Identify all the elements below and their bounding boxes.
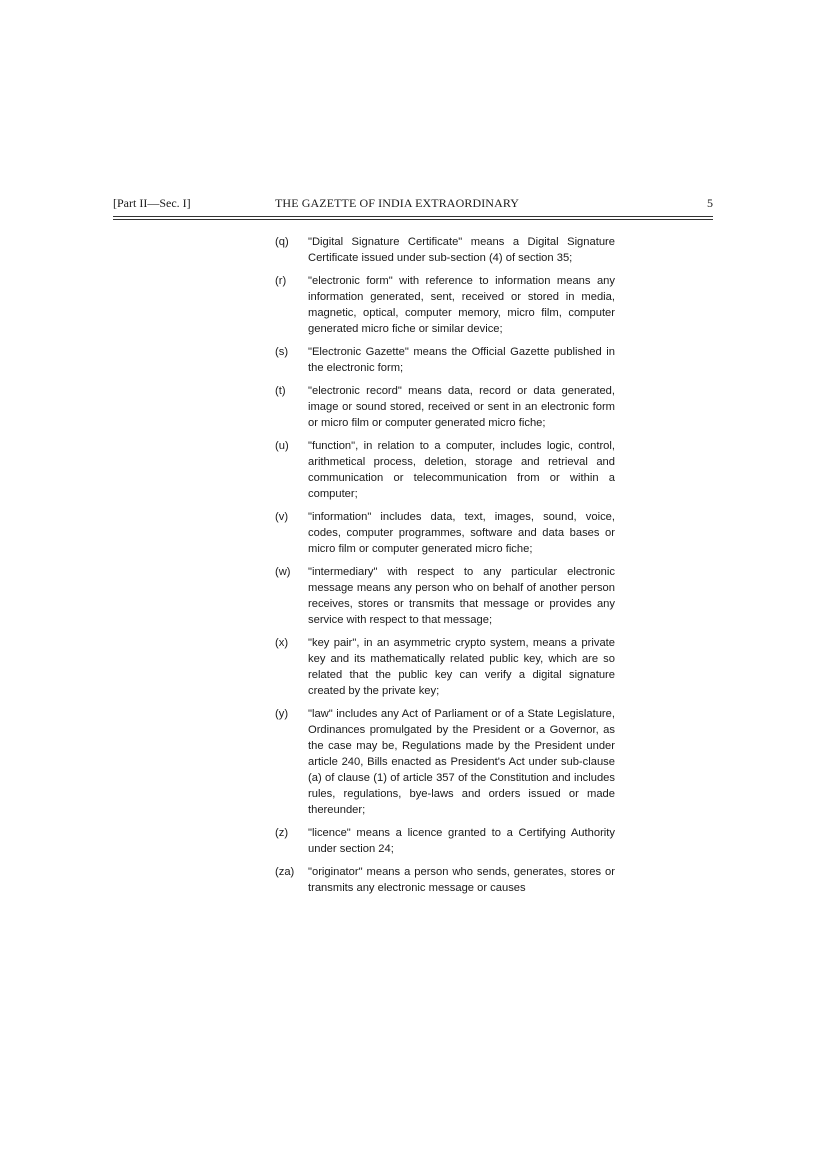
clause-marker: (s)	[275, 346, 289, 358]
header-rule-bottom	[113, 219, 713, 220]
clause-text: "Electronic Gazette" means the Official Gazette published in the electronic form;	[308, 346, 615, 374]
clause-text: "electronic form" with reference to information means any information generated, sent, received or stored in media, magnetic, optical, computer memory, micro film, computer generated micro fiche or similar device;	[308, 275, 615, 335]
clause-marker: (t)	[275, 385, 286, 397]
clause-marker: (v)	[275, 511, 289, 523]
running-header	[113, 194, 713, 212]
clause-text: "originator" means a person who sends, generates, stores or transmits any electronic message or causes	[308, 866, 615, 894]
clause-u	[275, 438, 615, 502]
clause-text: "information" includes data, text, images, sound, voice, codes, computer programmes, software and data bases or micro film or computer generated micro fiche;	[308, 511, 615, 555]
clause-text: "key pair", in an asymmetric crypto system, means a private key and its mathematically related public key, which are so related that the public key can verify a digital signature created by the private key;	[308, 637, 615, 697]
clause-s	[275, 344, 615, 376]
clause-marker: (y)	[275, 708, 289, 720]
clause-x	[275, 635, 615, 699]
gazette-title: THE GAZETTE OF INDIA EXTRAORDINARY	[275, 196, 520, 210]
clause-marker: (r)	[275, 275, 287, 287]
definitions-list	[275, 234, 615, 903]
clause-marker: (w)	[275, 566, 291, 578]
page-number: 5	[707, 196, 713, 210]
clause-r	[275, 273, 615, 337]
clause-marker: (x)	[275, 637, 289, 649]
header-rule-top	[113, 216, 713, 217]
clause-za	[275, 864, 615, 896]
part-section-label: [Part II—Sec. I]	[113, 196, 191, 210]
clause-v	[275, 509, 615, 557]
clause-text: "function", in relation to a computer, includes logic, control, arithmetical process, deletion, storage and retrieval and communication or telecommunication from or within a computer;	[308, 440, 615, 500]
clause-w	[275, 564, 615, 628]
clause-text: "intermediary" with respect to any particular electronic message means any person who on behalf of another person receives, stores or transmits that message or provides any service with respect to that message;	[308, 566, 615, 626]
clause-marker: (za)	[275, 866, 295, 878]
clause-marker: (u)	[275, 440, 289, 452]
clause-marker: (z)	[275, 827, 289, 839]
clause-text: "licence" means a licence granted to a Certifying Authority under section 24;	[308, 827, 615, 855]
clause-t	[275, 383, 615, 431]
clause-text: "electronic record" means data, record or data generated, image or sound stored, received or sent in an electronic form or micro film or computer generated micro fiche;	[308, 385, 615, 429]
clause-text: "law" includes any Act of Parliament or of a State Legislature, Ordinances promulgated by the President or a Governor, as the case may be, Regulations made by the President under article 240, Bills enacted as President's Act under sub-clause (a) of clause (1) of article 357 of the Constitution and includes rules, regulations, bye-laws and orders issued or made thereunder;	[308, 708, 615, 816]
clause-y	[275, 706, 615, 818]
clause-text: "Digital Signature Certificate" means a Digital Signature Certificate issued under sub-section (4) of section 35;	[308, 236, 615, 264]
clause-marker: (q)	[275, 236, 289, 248]
clause-q	[275, 234, 615, 266]
clause-z	[275, 825, 615, 857]
